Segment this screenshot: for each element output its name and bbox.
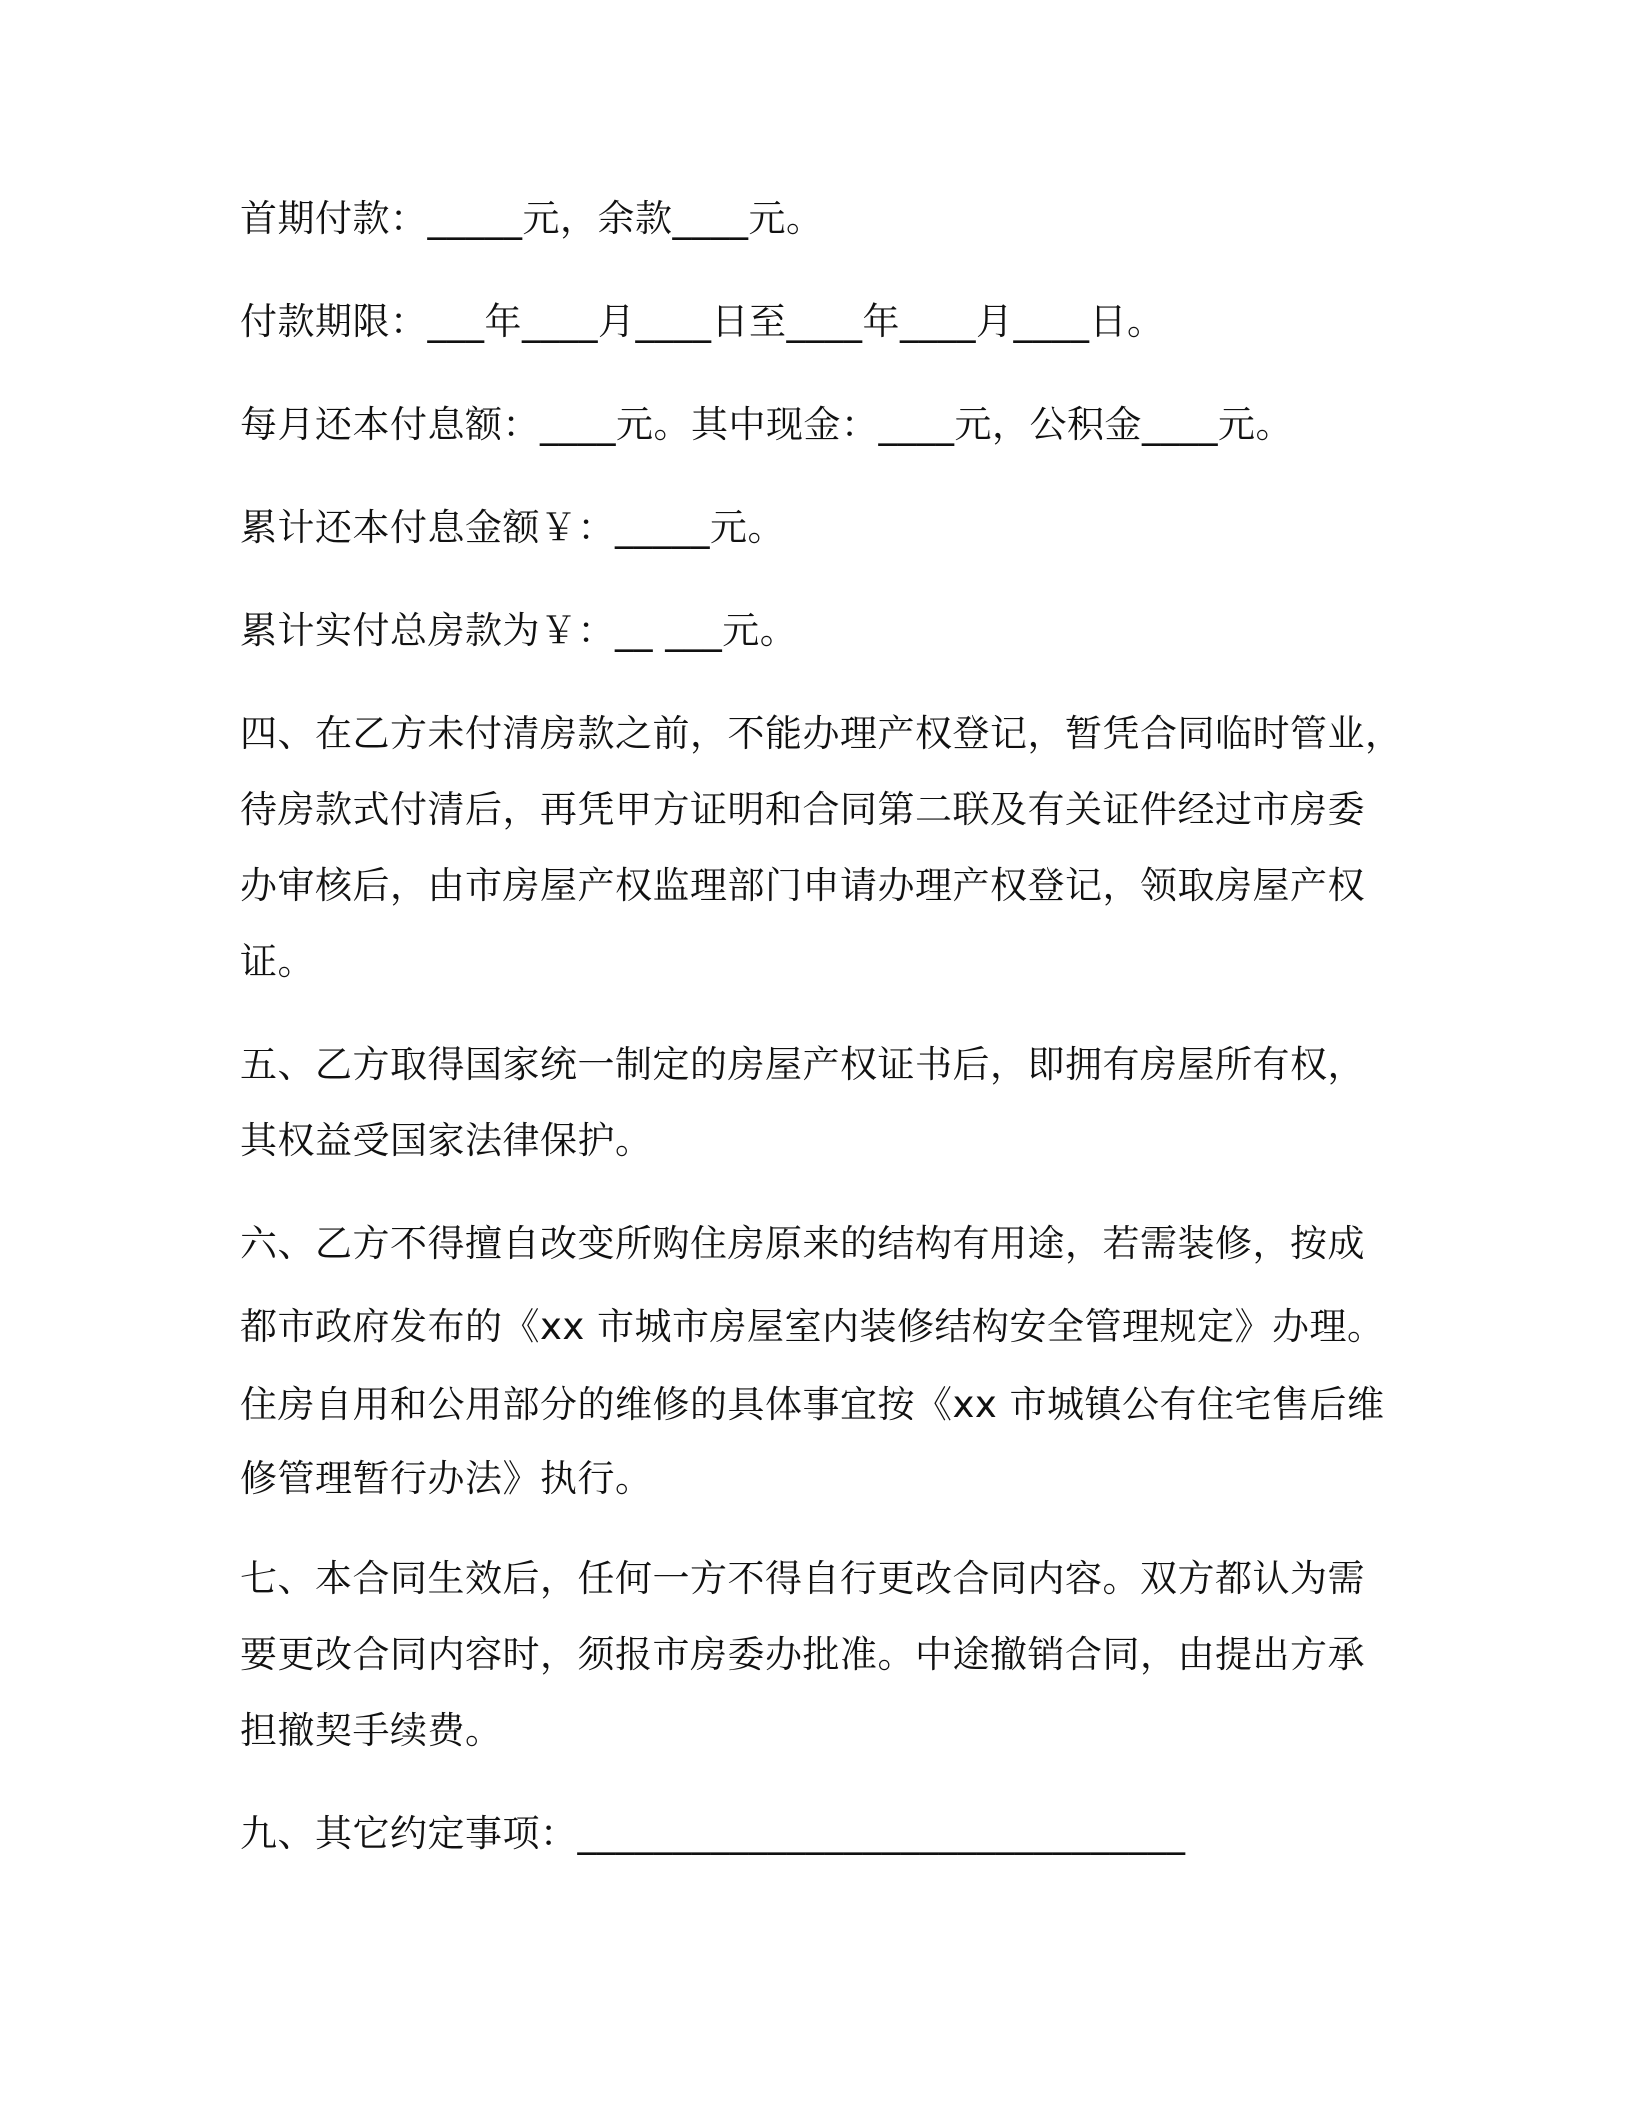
payment-period-line: 付款期限：___年____月____日至____年____月____日。 xyxy=(240,300,1165,343)
clause-5-line-2: 其权益受国家法律保护。 xyxy=(240,1119,653,1162)
clause-5-line-1: 五、乙方取得国家统一制定的房屋产权证书后，即拥有房屋所有权， xyxy=(240,1043,1365,1086)
clause-7-line-3: 担撤契手续费。 xyxy=(240,1709,503,1752)
total-paid-line: 累计实付总房款为￥：__ ___元。 xyxy=(240,609,798,652)
clause-6-line-1: 六、乙方不得擅自改变所购住房原来的结构有用途，若需装修，按成 xyxy=(240,1222,1365,1265)
clause-4-line-1: 四、在乙方未付清房款之前，不能办理产权登记，暂凭合同临时管业， xyxy=(240,712,1403,755)
clause-4-line-2: 待房款式付清后，再凭甲方证明和合同第二联及有关证件经过市房委 xyxy=(240,788,1365,831)
clause-6-line-3: 住房自用和公用部分的维修的具体事宜按《xx 市城镇公有住宅售后维 xyxy=(240,1383,1385,1426)
cumulative-repayment-line: 累计还本付息金额￥：_____元。 xyxy=(240,506,785,549)
clause-4-line-3: 办审核后，由市房屋产权监理部门申请办理产权登记，领取房屋产权 xyxy=(240,864,1365,907)
clause-6-line-4: 修管理暂行办法》执行。 xyxy=(240,1457,653,1500)
down-payment-line: 首期付款：_____元，余款____元。 xyxy=(240,197,824,240)
clause-4-line-4: 证。 xyxy=(240,940,315,983)
clause-7-line-2: 要更改合同内容时，须报市房委办批准。中途撤销合同，由提出方承 xyxy=(240,1633,1365,1676)
clause-7-line-1: 七、本合同生效后，任何一方不得自行更改合同内容。双方都认为需 xyxy=(240,1557,1365,1600)
clause-6-line-2: 都市政府发布的《xx 市城市房屋室内装修结构安全管理规定》办理。 xyxy=(240,1305,1385,1348)
clause-9-line: 九、其它约定事项：________________________________ xyxy=(240,1812,1186,1855)
monthly-payment-line: 每月还本付息额：____元。其中现金：____元，公积金____元。 xyxy=(240,403,1293,446)
